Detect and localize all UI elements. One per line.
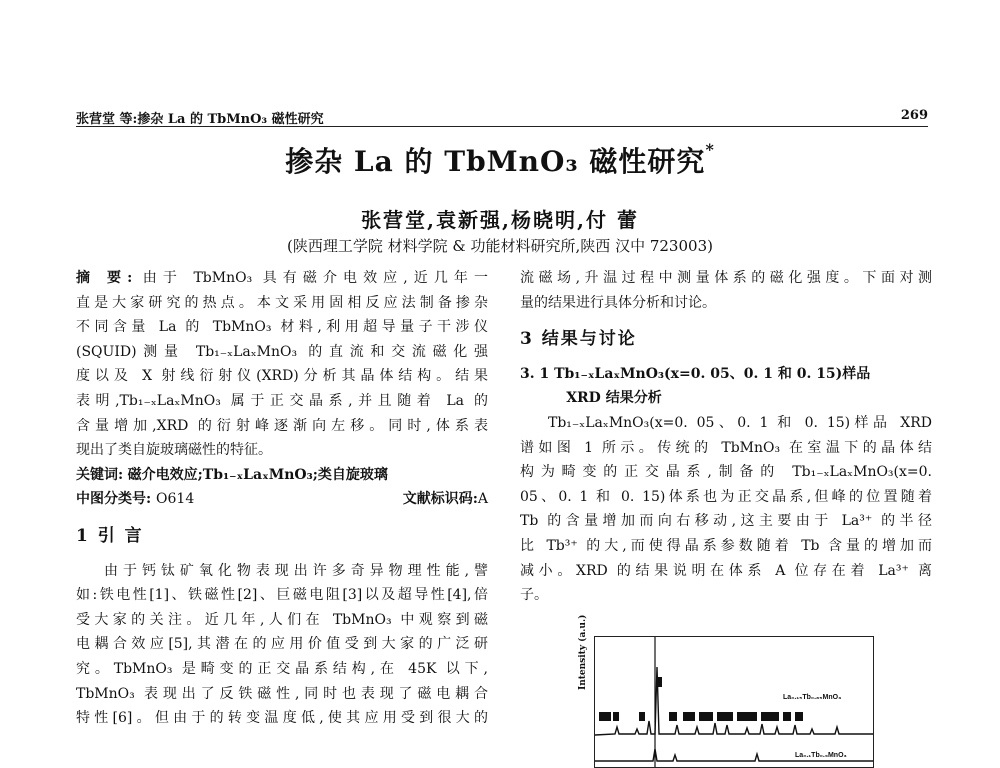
abstract-line: (SQUID)测量 Tb₁₋ₓLaₓMnO₃ 的直流和交流磁化强: [76, 343, 488, 360]
xrd-figure: [594, 636, 874, 768]
running-title: 张营堂 等:掺杂 La 的 TbMnO₃ 磁性研究: [76, 112, 324, 127]
abstract-line: 含量增加,XRD 的衍射峰逐渐向左移。同时,体系表: [76, 417, 488, 434]
keywords-label: 关键词:: [76, 466, 124, 483]
body-line: 流磁场,升温过程中测量体系的磁化强度。下面对测: [520, 270, 932, 286]
body-line: 电耦合效应[5],其潜在的应用价值受到大家的广泛研: [76, 636, 488, 653]
left-column: [76, 266, 488, 731]
body-line: Tb₁₋ₓLaₓMnO₃(x=0. 05、0. 1 和 0. 15)样品 XRD: [548, 414, 932, 431]
subsection-heading: 3. 1 Tb₁₋ₓLaₓMnO₃(x=0. 05、0. 1 和 0. 15)样品: [520, 365, 871, 382]
paper-title-block: [0, 140, 1000, 180]
abstract-line: 不同含量 La 的 TbMnO₃ 材料,利用超导量子干涉仪: [76, 319, 488, 336]
section-heading-intro: 1 引 言: [76, 525, 144, 546]
body-line: Tb 的含量增加而向右移动,这主要由于 La³⁺ 的半径: [520, 513, 932, 530]
abstract: [76, 266, 488, 463]
body-line: 特性[6]。但由于的转变温度低,使其应用受到很大的: [76, 710, 488, 727]
body-line: 构为畸变的正交晶系,制备的 Tb₁₋ₓLaₓMnO₃(x=0.: [520, 464, 932, 481]
title-footnote-mark: *: [705, 140, 715, 159]
section-heading-results: 3 结果与讨论: [520, 329, 637, 350]
body-line: 如:铁电性[1]、铁磁性[2]、巨磁电阻[3]以及超导性[4],倍: [76, 587, 488, 604]
body-line: 究。TbMnO₃ 是畸变的正交晶系结构,在 45K 以下,: [76, 660, 488, 677]
body-line: 减小。XRD 的结果说明在体系 A 位存在着 La³⁺ 离: [520, 562, 932, 579]
clc-value: O614: [156, 491, 195, 508]
body-line: 比 Tb³⁺ 的大,而使得晶系参数随着 Tb 含量的增加而: [520, 537, 932, 554]
body-line: 05、0. 1 和 0. 15)体系也为正交晶系,但峰的位置随着: [520, 488, 932, 505]
abstract-line: 度以及 X 射线衍射仪(XRD)分析其晶体结构。结果: [76, 368, 488, 385]
body-line: 受大家的关注。近几年,人们在 TbMnO₃ 中观察到磁: [76, 611, 488, 628]
abstract-line: 直是大家研究的热点。本文采用固相反应法制备掺杂: [76, 294, 488, 311]
keywords-value: 磁介电效应;Tb₁₋ₓLaₓMnO₃;类自旋玻璃: [127, 466, 388, 483]
body-line: 量的结果进行具体分析和讨论。: [520, 294, 716, 311]
abstract-line: 现出了类自旋玻璃磁性的特征。: [76, 442, 272, 459]
xrd-plot: [595, 637, 873, 767]
doc-code-value: A: [477, 491, 488, 508]
paper-title: 掺杂 La 的 TbMnO₃ 磁性研究: [285, 145, 706, 178]
abstract-label: 摘 要:: [76, 270, 133, 286]
running-header: [76, 108, 928, 127]
abstract-line: 摘 要: 由于 TbMnO₃ 具有磁介电效应,近几年一: [76, 270, 488, 286]
body-line: 子。: [520, 587, 548, 604]
keywords: [76, 463, 488, 488]
page-number: 269: [900, 108, 928, 123]
right-column: [520, 266, 932, 608]
legend-upper: La₀.₁₅Tb₀.₈₅MnO₃: [783, 694, 842, 701]
clc-label: 中图分类号:: [76, 491, 152, 508]
doc-code-label: 文献标识码:: [402, 491, 478, 508]
body-line: 由于钙钛矿氧化物表现出许多奇异物理性能,譬: [104, 562, 488, 579]
affiliation: (陕西理工学院 材料学院 & 功能材料研究所,陕西 汉中 723003): [287, 237, 713, 255]
classification-row: [76, 487, 488, 512]
abstract-line: 表明,Tb₁₋ₓLaₓMnO₃ 属于正交晶系,并且随着 La 的: [76, 392, 488, 409]
subsection-heading-cont: XRD 结果分析: [566, 390, 662, 407]
xrd-pattern-upper: [595, 667, 873, 735]
legend-lower: La₀.₁Tb₀.₉MnO₃: [795, 752, 847, 759]
authors: 张营堂,袁新强,杨晓明,付 蕾: [361, 208, 639, 232]
body-line: TbMnO₃ 表现出了反铁磁性,同时也表现了磁电耦合: [76, 685, 488, 702]
body-line: 谱如图 1 所示。传统的 TbMnO₃ 在室温下的晶体结: [520, 439, 932, 456]
figure-ylabel: Intensity (a.u.): [578, 614, 588, 690]
